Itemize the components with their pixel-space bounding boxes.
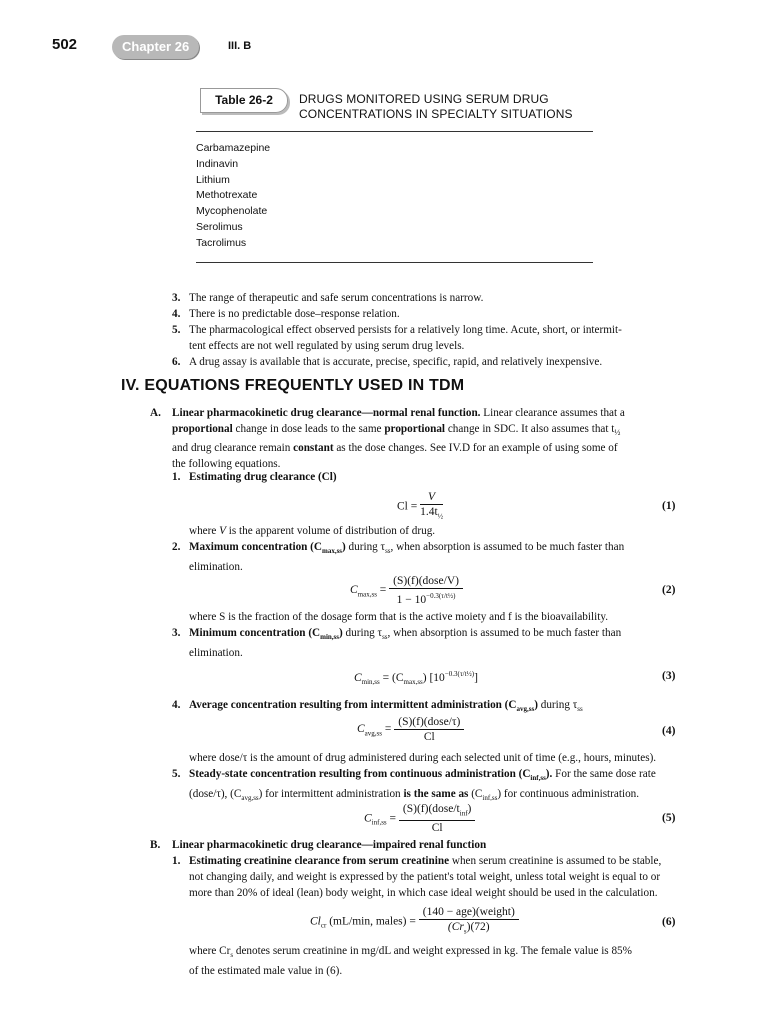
text-run: and drug clearance remain [172,442,294,455]
subsection-title: Linear pharmacokinetic drug clearance—normal renal function. [172,407,481,419]
text-run: ) [342,541,346,553]
table-title [299,92,573,122]
list-item: Lithium [196,173,230,186]
fraction [389,574,463,607]
equation-lhs: C [364,812,372,825]
text-run: denotes serum creatinine in mg/dL and weight expressed in kg. The female value is 85% [233,945,632,957]
equation-2: $C_{max,ss}$ = $\frac{\text{(S)(f)(dose/V)}}{1 - 10^{-0.3(\tau/t\frac{1}{2})}}$ [350,574,463,607]
text-run: , when absorption is assumed to be much faster than [390,541,625,553]
text-run: For the same dose rate [552,768,656,780]
table-title-line: CONCENTRATIONS IN SPECIALTY SITUATIONS [299,107,573,121]
item-number: 5. [172,324,181,336]
criteria-text: A drug assay is available that is accurate, precise, specific, rapid, and relatively inexpensive. [189,356,603,368]
list-item: Tacrolimus [196,236,247,249]
equation-lhs: C [357,723,365,736]
section-code: III. B [228,40,252,52]
text-run: during τ [342,627,383,639]
equation-title: Estimating drug clearance (Cl) [189,471,337,483]
text-run: is the apparent volume of distribution of drug. [225,525,436,537]
text-run: inf [459,809,468,818]
text-run: ] [474,671,478,684]
paragraph-A [172,406,672,473]
equation-4: $C_{avg,ss}$ = $\frac{\text{(S)(f)(dose/τ)}}{Cl}$ [357,715,464,744]
equation-title [189,854,689,902]
table-bottom-rule [196,262,593,263]
text-run: Linear clearance assumes that a [480,407,625,419]
text-run: proportional [172,422,233,435]
text-run: when serum creatinine is assumed to be stable, [449,855,662,867]
text-run: min,ss [361,678,380,687]
fraction [394,715,464,744]
denominator: 1.4t [420,506,438,518]
equation-title [189,540,689,576]
equation-lhs: Cl [310,915,321,928]
equation-note: where S is the fraction of the dosage form that is the active moiety and f is the bioavailability. [189,611,608,623]
equation-note: where dose/τ is the amount of drug administered during each selected unit of time (e.g., hours, minutes). [189,752,657,764]
text-run: is the same as [403,788,469,801]
text-run: inf,ss [482,794,498,803]
text-run: more than 20% of ideal (lean) body weight, in which case ideal weight should be used in the calculation. [189,886,658,899]
text-run: the following equations. [172,457,281,470]
numerator: (S)(f)(dose/τ) [394,715,464,730]
text-run: , when absorption is assumed to be much faster than [387,627,622,639]
text-run: during τ [537,699,578,711]
equation-number: (4) [662,725,676,737]
text-run: as the dose changes. See IV.D for an example of using some of [333,442,618,455]
text-run: cr [320,921,327,930]
text-run: ½ [614,428,621,438]
text-run: Minimum concentration (C [189,627,321,639]
fraction [399,802,475,835]
criteria-text: The range of therapeutic and safe serum concentrations is narrow. [189,292,484,304]
text-run: Maximum concentration (C [189,541,322,553]
text-run: constant [293,442,334,455]
text-run: ) [10 [422,671,445,684]
text-run: ) [467,803,472,815]
equation-lhs: C [350,584,358,597]
text-run: ss [382,633,388,642]
numerator: (S)(f)(dose/V) [389,574,463,589]
text-run: ) for continuous administration. [497,788,640,801]
text-run: inf,ss [371,818,387,827]
item-number: 6. [172,356,181,368]
text-run: elimination. [189,647,243,660]
text-run: Steady-state concentration resulting from continuous administration (C [189,768,531,780]
denominator: 1 − 10 [396,593,427,606]
fraction [419,905,519,938]
item-number: 3. [172,627,181,639]
equation-3 [354,670,478,686]
text-run: = (C [379,671,404,684]
equation-lhs: Cl = [397,500,418,513]
item-number: 4. [172,699,181,711]
text-run: ) for intermittent administration [258,788,404,801]
item-number: 2. [172,541,181,553]
text-run: s [463,927,467,936]
subsection-title: Linear pharmacokinetic drug clearance—impaired renal function [172,839,487,851]
drug-list [196,141,270,252]
equation-5: $C_{inf,ss}$ = $\frac{(S)(f)(dose/t_{inf})}{Cl}$ [364,802,475,835]
text-run: ½ [437,512,443,521]
equation-note [189,524,435,540]
text-run: change in SDC. It also assumes that t [445,422,615,435]
text-run: max,ss [403,678,423,687]
text-run: ). [545,768,553,780]
list-item: Carbamazepine [196,142,271,154]
text-run: of the estimated male value in (6). [189,965,343,978]
text-run: ss [577,705,583,714]
text-run: ) [339,627,343,639]
list-item: Methotrexate [196,189,258,202]
text-run: Estimating creatinine clearance from serum creatinine [189,855,450,867]
text-run: during τ [345,541,386,553]
item-letter: B. [150,839,161,851]
equation-title [189,626,689,662]
numerator: (140 − age)(weight) [419,905,519,920]
list-item: Serolimus [196,220,243,233]
text-run: avg,ss [516,705,535,714]
text-run: ) [534,699,538,711]
section-heading: IV. EQUATIONS FREQUENTLY USED IN TDM [121,377,465,394]
text-run: max,ss [321,547,343,556]
numerator: (S)(f)(dose/t [402,803,460,815]
denominator: (Cr [447,921,464,933]
text-run: −0.3(τ/t½) [444,670,475,678]
text-run: (dose/τ), (C [189,788,242,801]
text-run: where Cr [189,945,231,957]
page-number: 502 [52,36,78,53]
text-run: max,ss [357,590,377,599]
criteria-text: The pharmacological effect observed persists for a relatively long time. Acute, short, or intermit- [189,324,622,336]
equation-6 [310,905,519,938]
item-number: 1. [172,855,181,867]
criteria-text: tent effects are not well regulated by using serum drug levels. [189,340,465,352]
table-top-rule [196,131,593,132]
text-run: where [189,525,220,537]
text-run: min,ss [320,633,340,642]
text-run: change in dose leads to the same [232,422,385,435]
item-number: 5. [172,768,181,780]
text-run: )(72) [466,921,490,933]
criteria-text: There is no predictable dose–response relation. [189,308,400,320]
text-run: inf,ss [530,774,546,783]
equation-number: (2) [662,584,676,596]
text-run: ss [385,547,391,556]
text-run: avg,ss [241,794,259,803]
numerator: V [428,491,436,503]
text-run: V [219,525,226,537]
equation-number: (1) [662,500,676,512]
equation-number: (6) [662,916,676,928]
equation-lhs: C [354,671,362,684]
item-number: 1. [172,471,181,483]
item-number: 4. [172,308,181,320]
text-run: avg,ss [364,729,382,738]
text-run: −0.3(τ/t½) [426,592,456,600]
equation-number: (3) [662,670,676,682]
text-run: Average concentration resulting from intermittent administration (C [189,699,517,711]
text-run: (C [468,788,483,801]
denominator: Cl [431,822,443,835]
text-run: not changing daily, and weight is expressed by the patient's total weight, unless total weight is equal to or [189,870,661,883]
text-run: proportional [384,422,446,435]
table-label: Table 26-2 [200,88,288,113]
equation-1 [397,490,443,523]
text-run: elimination. [189,561,243,574]
denominator: Cl [423,731,435,743]
text-run: (mL/min, males) = [326,915,416,928]
list-item: Mycophenolate [196,205,268,218]
item-letter: A. [150,407,161,419]
text-run: s [230,951,234,960]
item-number: 3. [172,292,181,304]
chapter-badge: Chapter 26 [112,35,199,59]
fraction [420,490,443,523]
equation-number: (5) [662,812,676,824]
equation-note [189,944,689,980]
list-item: Indinavin [196,157,239,170]
table-title-line: DRUGS MONITORED USING SERUM DRUG [299,92,549,106]
